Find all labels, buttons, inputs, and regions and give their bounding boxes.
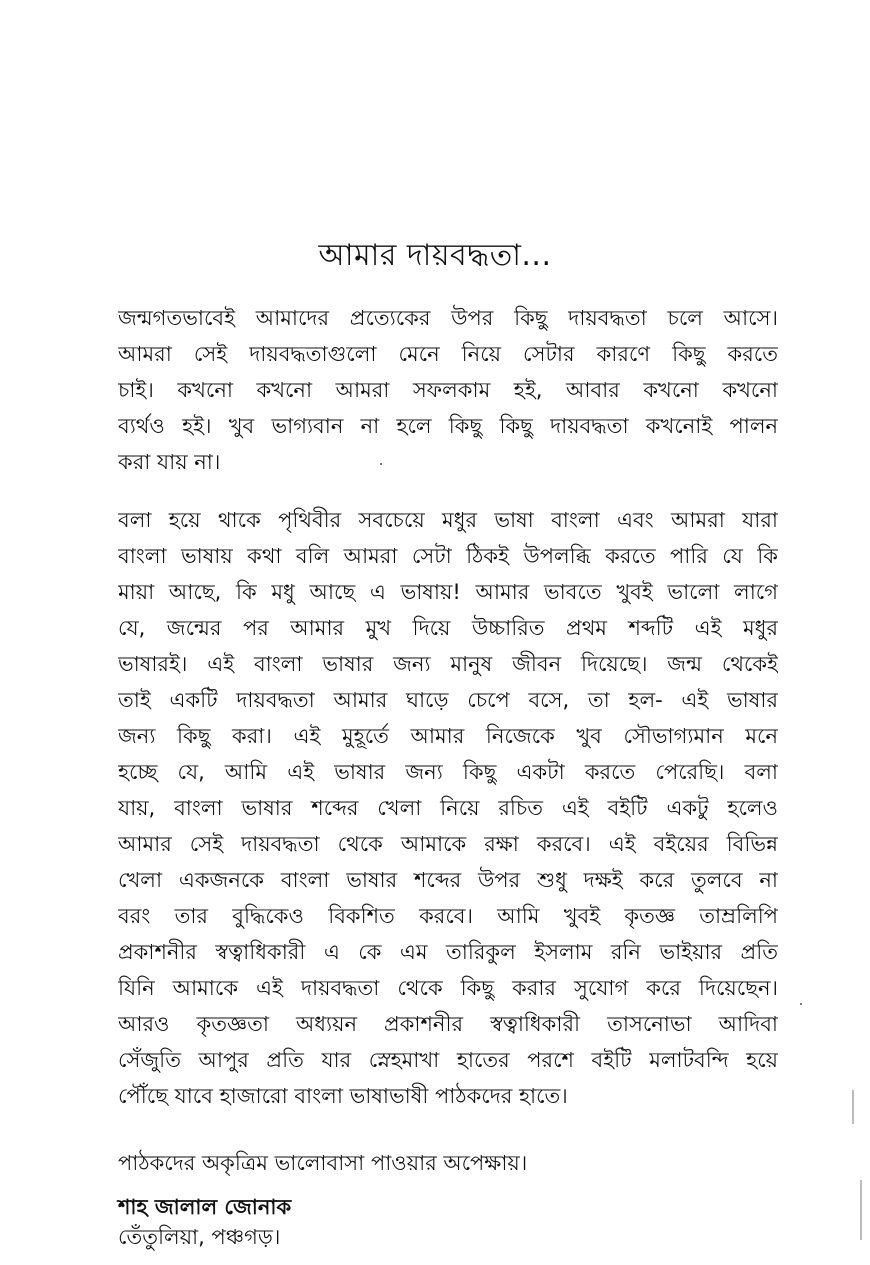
scan-edge-mark (860, 1180, 862, 1240)
paragraph-2-line: হচ্ছে যে, আমি এই ভাষার জন্য কিছু একটা করতে পেরেছি। বলা (118, 760, 778, 784)
paragraph-1-line: করা যায় না। (118, 450, 221, 474)
paragraph-2-line: সেঁজুতি আপুর প্রতি যার স্নেহমাখা হাতের পরশে বইটি মলাটবন্দি হয়ে (118, 1048, 778, 1072)
paragraph-2-line: আরও কৃতজ্ঞতা অধ্যয়ন প্রকাশনীর স্বত্বাধিকারী তাসনোভা আদিবা (118, 1012, 778, 1036)
paragraph-2-line: মায়া আছে, কি মধু আছে এ ভাষায়! আমার ভাবতে খুবই ভালো লাগে (118, 580, 778, 604)
paragraph-2-line: যায়, বাংলা ভাষার শব্দের খেলা নিয়ে রচিত এই বইটি একটু হলেও (118, 796, 778, 820)
paragraph-2-line: খেলা একজনকে বাংলা ভাষার শব্দের উপর শুধু দক্ষই করে তুলবে না (118, 868, 778, 892)
paragraph-2 (118, 502, 778, 1114)
scan-speck (380, 463, 382, 465)
paragraph-1-line: আমরা সেই দায়বদ্ধতাগুলো মেনে নিয়ে সেটার কারণে কিছু করতে (118, 342, 778, 366)
author-name: শাহ জালাল জোনাক (118, 1195, 292, 1219)
paragraph-2-line: বাংলা ভাষায় কথা বলি আমরা সেটা ঠিকই উপলব্ধি করতে পারি যে কি (118, 544, 778, 568)
paragraph-1-line: ব্যর্থও হই। খুব ভাগ্যবান না হলে কিছু কিছু দায়বদ্ধতা কখনোই পালন (118, 414, 778, 438)
scan-speck (800, 1003, 802, 1005)
author-place: তেঁতুলিয়া, পঞ্চগড়। (118, 1225, 281, 1249)
paragraph-2-line: বরং তার বুদ্ধিকেও বিকশিত করবে। আমি খুবই কৃতজ্ঞ তাম্রলিপি (118, 904, 778, 928)
paragraph-1 (118, 300, 778, 480)
paragraph-2-line: তাই একটি দায়বদ্ধতা আমার ঘাড়ে চেপে বসে, তা হল- এই ভাষার (118, 688, 778, 712)
paragraph-1-line: জন্মগতভাবেই আমাদের প্রত্যেকের উপর কিছু দায়বদ্ধতা চলে আসে। (118, 306, 778, 330)
paragraph-2-line: যে, জন্মের পর আমার মুখ দিয়ে উচ্চারিত প্রথম শব্দটি এই মধুর (118, 616, 778, 640)
scan-edge-mark (852, 1090, 854, 1124)
paragraph-2-line: বলা হয়ে থাকে পৃথিবীর সবচেয়ে মধুর ভাষা বাংলা এবং আমরা যারা (118, 508, 778, 532)
paragraph-2-line: জন্য কিছু করা। এই মুহূর্তে আমার নিজেকে খুব সৌভাগ্যমান মনে (118, 724, 778, 748)
page-title: আমার দায়বদ্ধতা... (318, 238, 552, 273)
paragraph-2-line: ভাষারই। এই বাংলা ভাষার জন্য মানুষ জীবন দিয়েছে। জন্ম থেকেই (118, 652, 778, 676)
paragraph-2-line: আমার সেই দায়বদ্ধতা থেকে আমাকে রক্ষা করবে। এই বইয়ের বিভিন্ন (118, 832, 778, 856)
paragraph-2-line: পৌঁছে যাবে হাজারো বাংলা ভাষাভাষী পাঠকদের হাতে। (118, 1084, 568, 1108)
closing-line: পাঠকদের অকৃত্রিম ভালোবাসা পাওয়ার অপেক্ষায়। (118, 1151, 528, 1175)
paragraph-2-line: যিনি আমাকে এই দায়বদ্ধতা থেকে কিছু করার সুযোগ করে দিয়েছেন। (118, 976, 778, 1000)
paragraph-1-line: চাই। কখনো কখনো আমরা সফলকাম হই, আবার কখনো কখনো (118, 378, 778, 402)
paragraph-2-line: প্রকাশনীর স্বত্বাধিকারী এ কে এম তারিকুল ইসলাম রনি ভাইয়ার প্রতি (118, 940, 778, 964)
